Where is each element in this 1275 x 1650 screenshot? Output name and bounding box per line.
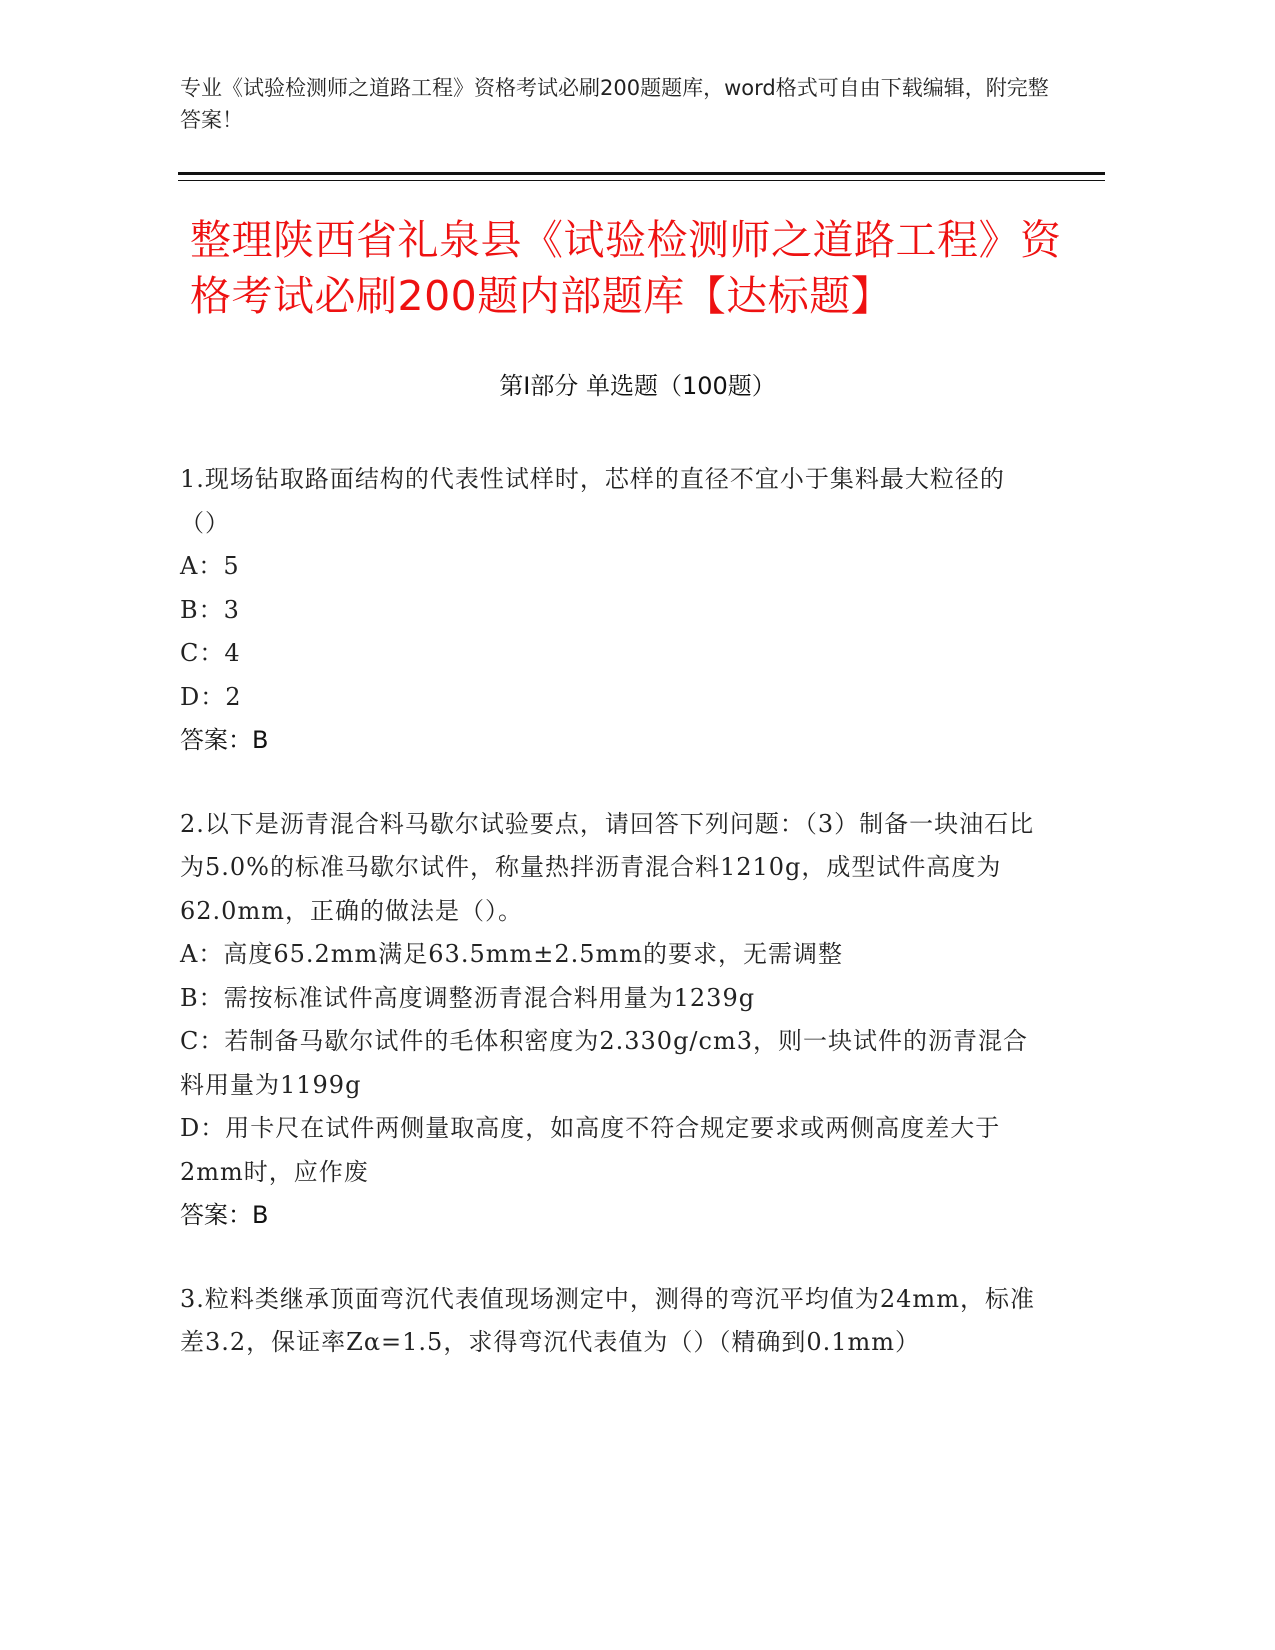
question-1 <box>180 458 1040 763</box>
question-text: 3.粒料类继承顶面弯沉代表值现场测定中，测得的弯沉平均值为24mm，标准差3.2，保证率Zα=1.5，求得弯沉代表值为（）（精确到0.1mm） <box>180 1284 1035 1356</box>
question-text: 2.以下是沥青混合料马歇尔试验要点，请回答下列问题：（3）制备一块油石比为5.0%的标准马歇尔试件，称量热拌沥青混合料1210g，成型试件高度为62.0mm，正确的做法是（）。 <box>180 809 1035 925</box>
header-rule-thin <box>178 180 1105 181</box>
option-b: B：需按标准试件高度调整沥青混合料用量为1239g <box>180 983 756 1012</box>
option-c: C：4 <box>180 639 241 667</box>
header-note: 专业《试验检测师之道路工程》资格考试必刷200题题库，word格式可自由下载编辑，附完整答案！ <box>180 76 1049 132</box>
option-a: A：5 <box>180 552 240 580</box>
document-title: 整理陕西省礼泉县《试验检测师之道路工程》资格考试必刷200题内部题库【达标题】 <box>190 216 1062 320</box>
option-a: A：高度65.2mm满足63.5mm±2.5mm的要求，无需调整 <box>180 940 844 968</box>
question-text: 1.现场钻取路面结构的代表性试样时，芯样的直径不宜小于集料最大粒径的（） <box>180 465 1005 537</box>
answer: 答案：B <box>180 726 269 754</box>
option-d: D：2 <box>180 682 242 711</box>
question-list <box>180 458 1040 1405</box>
header-rule-thick <box>178 172 1105 175</box>
answer: 答案：B <box>180 1201 269 1229</box>
question-3 <box>180 1278 1040 1365</box>
option-d: D：用卡尺在试件两侧量取高度，如高度不符合规定要求或两侧高度差大于2mm时，应作废 <box>180 1114 1001 1186</box>
question-2 <box>180 803 1040 1238</box>
section-heading: 第I部分 单选题（100题） <box>499 372 776 400</box>
option-c: C：若制备马歇尔试件的毛体积密度为2.330g/cm3，则一块试件的沥青混合料用量为1199g <box>180 1027 1028 1099</box>
option-b: B：3 <box>180 595 240 624</box>
